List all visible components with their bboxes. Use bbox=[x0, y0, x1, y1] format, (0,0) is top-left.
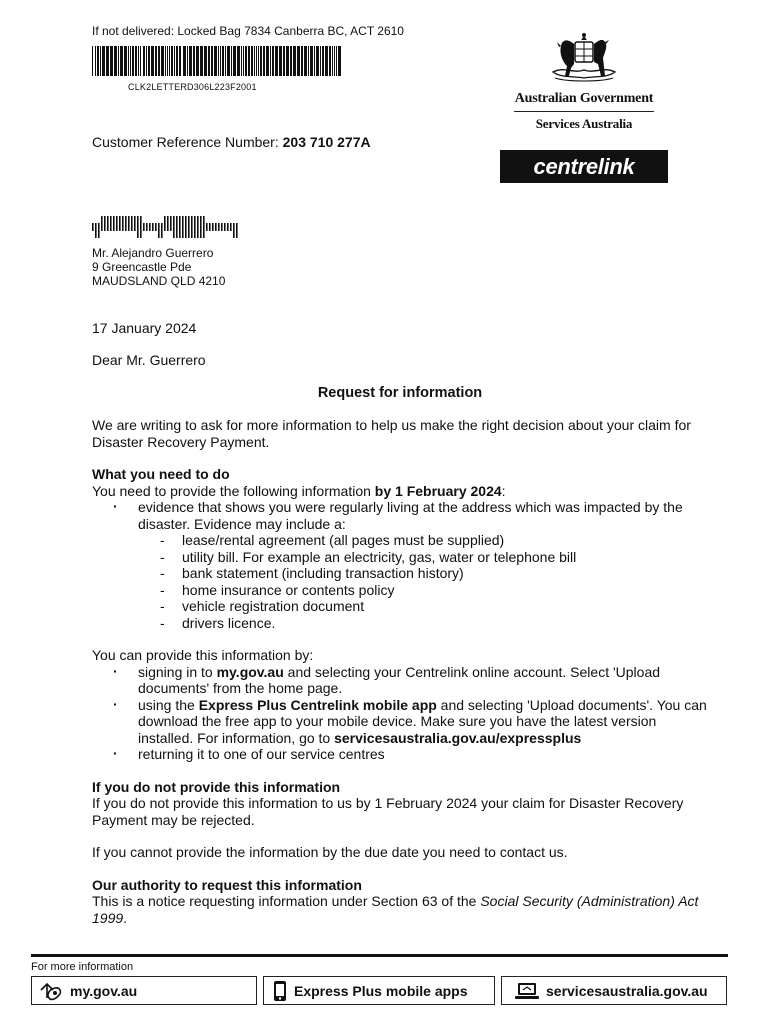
list-item: - drivers licence. bbox=[138, 615, 712, 632]
laptop-icon bbox=[514, 981, 540, 1001]
agency-name: Services Australia bbox=[535, 116, 633, 131]
express-plus-app-name: Express Plus Centrelink mobile app bbox=[198, 696, 437, 713]
footer-link-label: servicesaustralia.gov.au bbox=[546, 982, 708, 999]
recipient-street: 9 Greencastle Pde bbox=[92, 260, 192, 274]
letter-title: Request for information bbox=[317, 385, 483, 401]
not-provide-paragraph: If you do not provide this information to us by 1 February 2024 your claim for Disaster Recovery Payment may be rejected. bbox=[92, 795, 684, 828]
logo-divider bbox=[514, 111, 654, 112]
evidence-list bbox=[92, 499, 712, 631]
list-item: - vehicle registration document bbox=[138, 598, 712, 615]
recipient-locality: MAUDSLAND QLD 4210 bbox=[92, 274, 226, 288]
customer-reference bbox=[92, 134, 371, 150]
intro-paragraph: We are writing to ask for more information to help us make the right decision about your claim for Disaster Recovery Payment. bbox=[92, 417, 691, 450]
document-code: CLK2LETTERD306L223F2001 bbox=[128, 82, 257, 92]
salutation: Dear Mr. Guerrero bbox=[92, 352, 206, 368]
postal-barcode bbox=[92, 216, 240, 238]
list-item: · using the Express Plus Centrelink mobile app and selecting 'Upload documents'. You can download the free app to your mobile device. Make sure you have the latest version installed. For information, go to servicesaustralia.gov.au/expressplus bbox=[92, 697, 712, 747]
letter-body bbox=[92, 417, 712, 926]
mail-barcode bbox=[92, 46, 345, 76]
footer-link-label: Express Plus mobile apps bbox=[294, 982, 468, 999]
provide-intro: You can provide this information by: bbox=[92, 647, 314, 663]
customer-reference-label: Customer Reference Number: bbox=[92, 134, 279, 150]
not-provide-heading: If you do not provide this information bbox=[92, 778, 341, 795]
evidence-types-list bbox=[138, 532, 712, 631]
cannot-provide-paragraph: If you cannot provide the information by the due date you need to contact us. bbox=[92, 844, 568, 860]
mygov-link[interactable]: my.gov.au bbox=[216, 663, 284, 680]
coat-of-arms-icon bbox=[545, 32, 623, 88]
list-item: · evidence that shows you were regularly living at the address which was impacted by the disaster. Evidence may include a: - lease/rental agreement (all pages must be supplied) - utility bill. For example an electricity, gas, water or telephone bill - bank statement (including transaction history) - home insurance or contents policy - vehicle registration document - drivers licence. bbox=[92, 499, 712, 631]
footer-divider bbox=[31, 954, 728, 957]
list-item: · signing in to my.gov.au and selecting your Centrelink online account. Select 'Upload documents' from the home page. bbox=[92, 664, 712, 697]
customer-reference-number: 203 710 277A bbox=[282, 134, 371, 150]
footer-link-mygov[interactable] bbox=[31, 976, 257, 1005]
what-paragraph: You need to provide the following information by 1 February 2024: bbox=[92, 482, 506, 499]
government-name: Australian Government bbox=[514, 91, 654, 106]
list-item: - lease/rental agreement (all pages must be supplied) bbox=[138, 532, 712, 549]
centrelink-brand: centrelink bbox=[500, 150, 668, 183]
act-name: Social Security (Administration) Act 1999 bbox=[92, 893, 699, 926]
what-heading: What you need to do bbox=[92, 466, 230, 482]
list-item: - bank statement (including transaction history) bbox=[138, 565, 712, 582]
expressplus-link[interactable]: servicesaustralia.gov.au/expressplus bbox=[334, 729, 582, 746]
footer-link-express-plus[interactable] bbox=[263, 976, 495, 1005]
recipient-address bbox=[92, 246, 225, 288]
deadline: by 1 February 2024 bbox=[374, 482, 502, 499]
list-item: - utility bill. For example an electricity, gas, water or telephone bill bbox=[138, 549, 712, 566]
footer-label: For more information bbox=[31, 961, 134, 973]
government-logo bbox=[500, 32, 668, 183]
footer-link-servicesaustralia[interactable] bbox=[501, 976, 727, 1005]
footer-link-label: my.gov.au bbox=[70, 982, 138, 999]
list-item: · returning it to one of our service centres bbox=[92, 746, 712, 763]
list-item: - home insurance or contents policy bbox=[138, 582, 712, 599]
authority-paragraph: This is a notice requesting information under Section 63 of the Social Security (Administration) Act 1999. bbox=[92, 893, 699, 926]
mobile-phone-icon bbox=[272, 980, 288, 1002]
recipient-name: Mr. Alejandro Guerrero bbox=[92, 246, 214, 260]
letter-date: 17 January 2024 bbox=[92, 320, 197, 336]
return-address: If not delivered: Locked Bag 7834 Canberra BC, ACT 2610 bbox=[92, 24, 404, 38]
provide-methods-list bbox=[92, 664, 712, 763]
authority-heading: Our authority to request this information bbox=[92, 876, 362, 893]
mygov-icon bbox=[38, 980, 64, 1002]
